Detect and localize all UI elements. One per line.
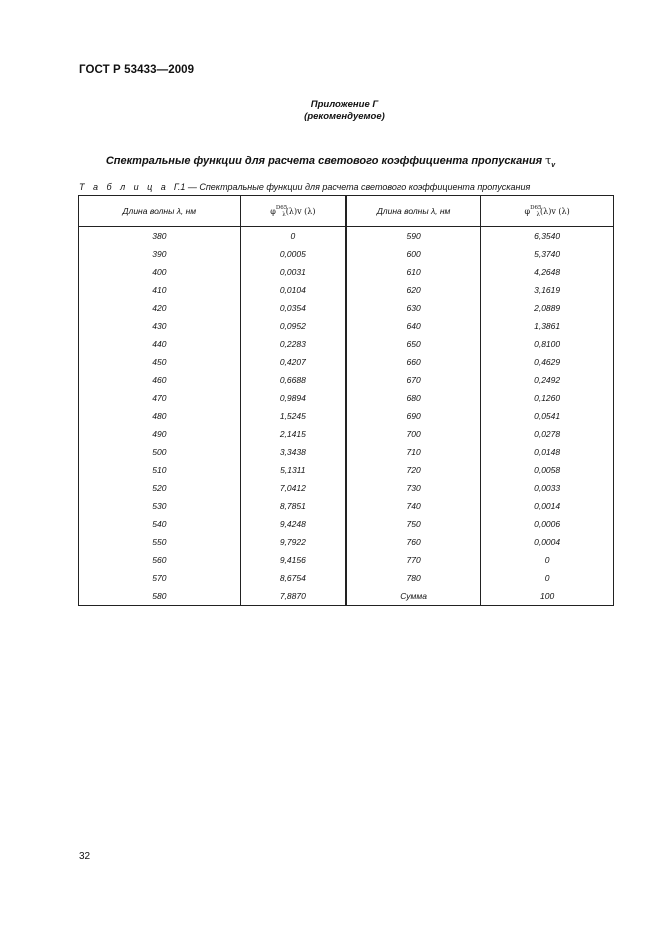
wavelength-cell: 450 [79,353,241,371]
value-cell: 0,9894 [240,389,346,407]
table-row [79,245,614,263]
tau-symbol: τ [545,154,552,167]
appendix-heading [0,99,661,123]
wavelength-cell: 590 [346,227,481,246]
wavelength-cell: 770 [346,551,481,569]
wavelength-cell: 720 [346,461,481,479]
table-row [79,479,614,497]
value-cell: 2,1415 [240,425,346,443]
value-cell: 0,6688 [240,371,346,389]
value-cell: 0,4629 [481,353,614,371]
table-caption [79,182,530,192]
value-cell: 0,0014 [481,497,614,515]
value-cell: 0,8100 [481,335,614,353]
wavelength-cell: 540 [79,515,241,533]
spectral-table [78,195,614,606]
document-header: ГОСТ Р 53433—2009 [79,64,195,76]
value-cell: 0,0031 [240,263,346,281]
wavelength-cell: 500 [79,443,241,461]
value-cell: 9,4248 [240,515,346,533]
wavelength-cell: 560 [79,551,241,569]
table-row [79,335,614,353]
table-row [79,389,614,407]
wavelength-cell: 660 [346,353,481,371]
wavelength-cell: 490 [79,425,241,443]
wavelength-cell: 510 [79,461,241,479]
wavelength-cell: 570 [79,569,241,587]
table-row [79,407,614,425]
table-row [79,299,614,317]
value-cell: 9,4156 [240,551,346,569]
page-number: 32 [79,851,91,862]
value-cell: 3,1619 [481,281,614,299]
wavelength-cell: 620 [346,281,481,299]
header-wavelength-2: Длина волны λ, нм [346,196,481,227]
section-title [0,154,661,169]
wavelength-cell: 700 [346,425,481,443]
wavelength-cell: 520 [79,479,241,497]
wavelength-cell: 750 [346,515,481,533]
table-row [79,515,614,533]
wavelength-cell: 740 [346,497,481,515]
table-row [79,227,614,246]
value-cell: 7,0412 [240,479,346,497]
section-title-text: Спектральные функции для расчета светового коэффициента пропускания [105,155,543,167]
table-row [79,263,614,281]
value-cell: 0,1260 [481,389,614,407]
table-row [79,281,614,299]
value-cell: 0,0354 [240,299,346,317]
wavelength-cell: 630 [346,299,481,317]
wavelength-cell: 710 [346,443,481,461]
wavelength-cell: 400 [79,263,241,281]
table-row [79,425,614,443]
wavelength-cell: 470 [79,389,241,407]
table-row [79,443,614,461]
value-cell: 8,6754 [240,569,346,587]
value-cell: 6,3540 [481,227,614,246]
table-row [79,533,614,551]
table-row [79,497,614,515]
value-cell: 7,8870 [240,587,346,606]
wavelength-cell: 650 [346,335,481,353]
table-row [79,551,614,569]
wavelength-cell: 390 [79,245,241,263]
value-cell: 0,4207 [240,353,346,371]
wavelength-cell: 380 [79,227,241,246]
table-row [79,353,614,371]
value-cell: 1,5245 [240,407,346,425]
value-cell: 0,0004 [481,533,614,551]
value-cell: 0,0952 [240,317,346,335]
value-cell: 0,0104 [240,281,346,299]
value-cell: 0,0148 [481,443,614,461]
wavelength-cell: 690 [346,407,481,425]
table-caption-prefix: Т а б л и ц а [79,182,169,192]
table-body [79,227,614,606]
wavelength-cell: 670 [346,371,481,389]
header-function-1 [240,196,346,227]
value-cell: 0,0006 [481,515,614,533]
table-caption-text: Г.1 — Спектральные функции для расчета светового коэффициента пропускания [173,182,531,192]
value-cell: 4,2648 [481,263,614,281]
table-header-row [79,196,614,227]
value-cell: 8,7851 [240,497,346,515]
value-cell: 0,2283 [240,335,346,353]
value-cell: 0 [481,569,614,587]
value-cell: 0,0278 [481,425,614,443]
header-wavelength-1: Длина волны λ, нм [79,196,241,227]
wavelength-cell: Сумма [346,587,481,606]
wavelength-cell: 480 [79,407,241,425]
appendix-subtitle: (рекомендуемое) [304,111,385,122]
table-row [79,371,614,389]
wavelength-cell: 420 [79,299,241,317]
tau-subscript: v [551,162,556,170]
wavelength-cell: 550 [79,533,241,551]
wavelength-cell: 640 [346,317,481,335]
table-row [79,317,614,335]
value-cell: 5,3740 [481,245,614,263]
wavelength-cell: 680 [346,389,481,407]
wavelength-cell: 530 [79,497,241,515]
value-cell: 0,2492 [481,371,614,389]
table-row [79,587,614,606]
value-cell: 5,1311 [240,461,346,479]
value-cell: 1,3861 [481,317,614,335]
wavelength-cell: 610 [346,263,481,281]
appendix-title: Приложение Г [310,99,379,110]
wavelength-cell: 730 [346,479,481,497]
table-row [79,569,614,587]
value-cell: 0 [481,551,614,569]
wavelength-cell: 600 [346,245,481,263]
wavelength-cell: 430 [79,317,241,335]
wavelength-cell: 780 [346,569,481,587]
value-cell: 9,7922 [240,533,346,551]
value-cell: 0,0058 [481,461,614,479]
wavelength-cell: 460 [79,371,241,389]
table-row [79,461,614,479]
value-cell: 0,0033 [481,479,614,497]
wavelength-cell: 760 [346,533,481,551]
value-cell: 0,0005 [240,245,346,263]
wavelength-cell: 580 [79,587,241,606]
value-cell: 100 [481,587,614,606]
formula-1: $\varphi^{D65}_\lambda(\lambda)v$ (λ) [270,204,316,218]
value-cell: 2,0889 [481,299,614,317]
wavelength-cell: 440 [79,335,241,353]
header-function-2 [481,196,614,227]
value-cell: 3,3438 [240,443,346,461]
formula-2: $\varphi^{D65}_\lambda(\lambda)v$ (λ) [524,204,570,218]
value-cell: 0 [240,227,346,246]
value-cell: 0,0541 [481,407,614,425]
wavelength-cell: 410 [79,281,241,299]
